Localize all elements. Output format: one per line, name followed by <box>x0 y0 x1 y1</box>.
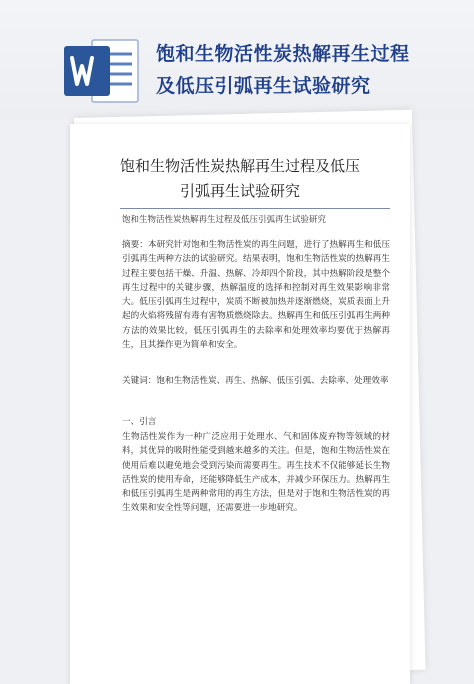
banner-title-line-2: 及低压引弧再生试验研究 <box>156 75 371 97</box>
title-divider <box>120 208 390 209</box>
document-title <box>90 154 390 204</box>
banner <box>0 0 474 120</box>
document-title-line-2: 引弧再生试验研究 <box>179 182 300 200</box>
document-title-line-1: 饱和生物活性炭热解再生过程及低压 <box>119 157 360 175</box>
abstract-paragraph: 摘要：本研究针对饱和生物活性炭的再生问题，进行了热解再生和低压引弧再生两种方法的试验研究。结果表明，饱和生物活性炭的热解再生过程主要包括干燥、升温、热解、冷却四个阶段，其中热解阶段是整个再生过程中的关键步骤，热解温度的选择和控制对再生效果影响非常大。低压引弧再生过程中，炭质不断被加热并逐渐燃烧，炭质表面上升起的火焰将残留有毒有害物质燃烧除去。热解再生和低压引弧再生两种方法的效果比较，低压引弧再生的去除率和处理效率均要优于热解再生，且其操作更为简单和安全。 <box>122 240 390 351</box>
word-document-icon <box>62 36 140 106</box>
document-page <box>70 124 410 684</box>
document-subtitle: 饱和生物活性炭热解再生过程及低压引弧再生试验研究 <box>122 215 327 225</box>
banner-title <box>156 38 456 102</box>
keywords-paragraph: 关键词：饱和生物活性炭、再生、热解、低压引弧、去除率、处理效率 <box>122 376 389 386</box>
banner-title-line-1: 饱和生物活性炭热解再生过程 <box>156 43 410 65</box>
introduction-paragraph: 生物活性炭作为一种广泛应用于处理水、气和固体废弃物等领域的材料，其优异的吸附性能受到越来越多的关注。但是，饱和生物活性炭在使用后难以避免地会受到污染而需要再生。再生技术不仅能够延长生物活性炭的使用寿命，还能够降低生产成本，并减少环保压力。热解再生和低压引弧再生是两种常用的再生方法，但是对于饱和生物活性炭的再生效果和安全性等问题，还需要进一步地研究。 <box>122 432 390 514</box>
section-heading-introduction: 一、引言 <box>122 417 157 427</box>
